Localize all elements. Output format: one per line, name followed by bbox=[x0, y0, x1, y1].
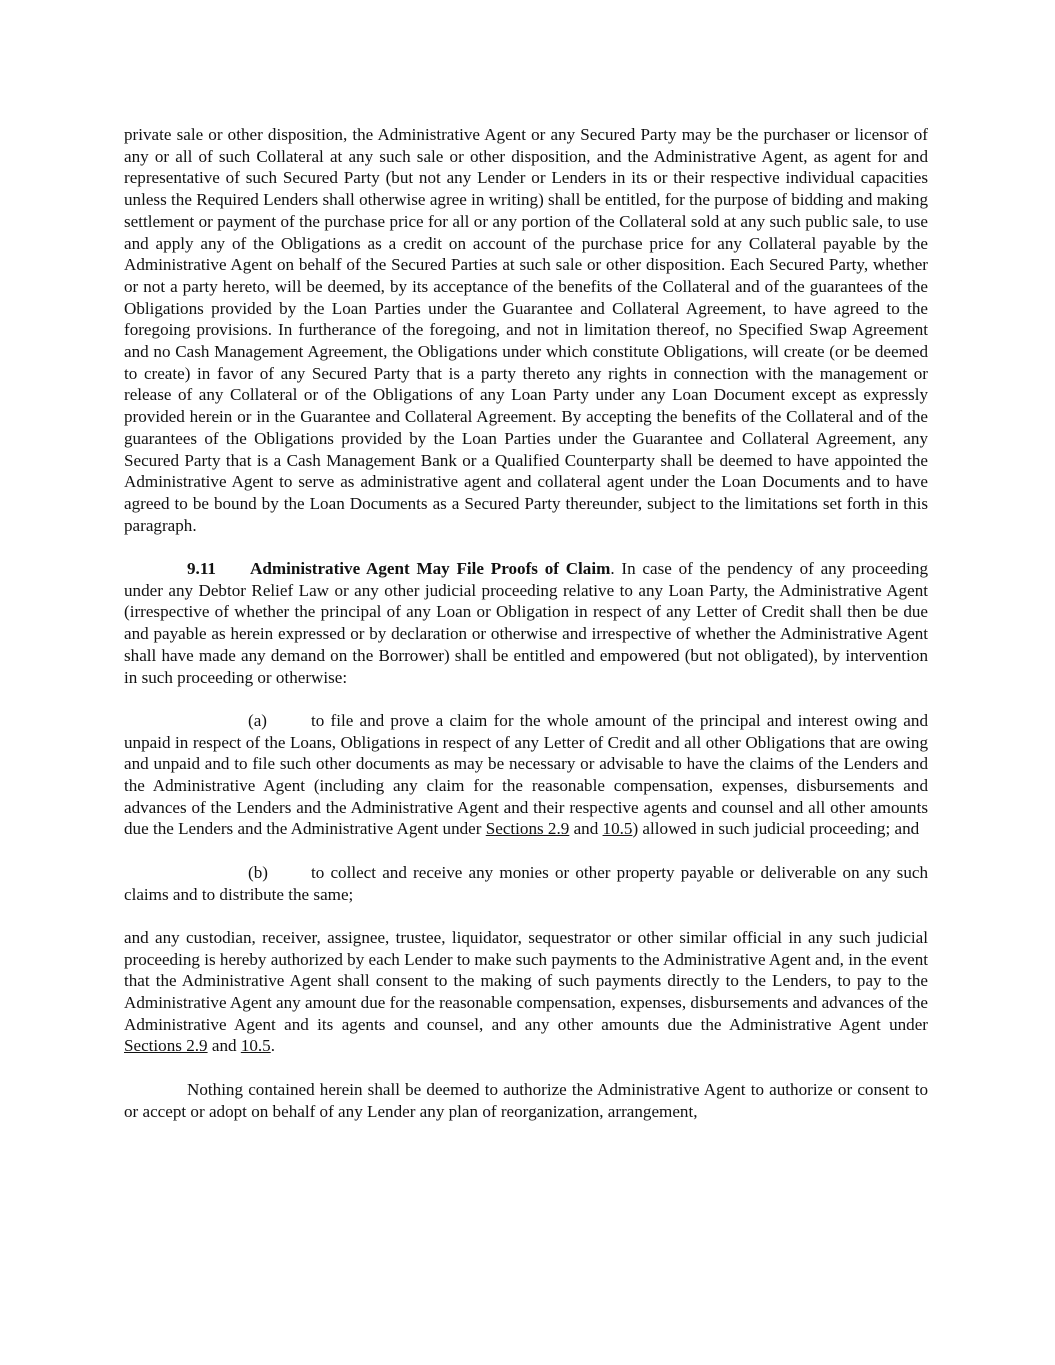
custodian-paragraph bbox=[124, 927, 928, 1057]
document-page bbox=[124, 124, 928, 1122]
clause-a-and: and bbox=[569, 819, 603, 839]
custodian-text: and any custodian, receiver, assignee, trustee, liquidator, sequestrator or other similar official in any such judicial proceeding is hereby authorized by each Lender to make such payments to the Administrative Agent and, in the event that the Administrative Agent shall consent to the making of such payments directly to the Lenders, to pay to the Administrative Agent any amount due for the reasonable compensation, expenses, disbursements and advances of the Administrative Agent and its agents and counsel, and any other amounts due the Administrative Agent under bbox=[124, 927, 928, 1034]
section-number: 9.11 bbox=[187, 559, 216, 579]
clause-a-paragraph bbox=[124, 710, 928, 840]
clause-a-ref-10-5: 10.5 bbox=[602, 819, 633, 839]
clause-a-ref-sections-2-9: Sections 2.9 bbox=[485, 819, 570, 839]
paragraph-collateral-sale: private sale or other disposition, the Administrative Agent or any Secured Party may be the purchaser or licensor of any or all of such Collateral at any such sale or other disposition, and the Administrative Agent, as agent for and representative of such Secured Party (but not any Lender or Lenders in its or their respective individual capacities unless the Required Lenders shall otherwise agree in writing) shall be entitled, for the purpose of bidding and making settlement or payment of the purchase price for all or any portion of the Collateral sold at any such public sale, to use and apply any of the Obligations as a credit on account of the purchase price for any Collateral payable by the Administrative Agent on behalf of the Secured Parties at such sale or other disposition. Each Secured Party, whether or not a party hereto, will be deemed, by its acceptance of the benefits of the Collateral and of the guarantees of the Obligations provided by the Loan Parties under the Guarantee and Collateral Agreement, to have agreed to the foregoing provisions. In furtherance of the foregoing, and not in limitation thereof, no Specified Swap Agreement and no Cash Management Agreement, the Obligations under which constitute Obligations, will create (or be deemed to create) in favor of any Secured Party that is a party thereto any rights in connection with the management or release of any Collateral or of the Obligations of any Loan Party under any Loan Document except as expressly provided herein or in the Guarantee and Collateral Agreement. By accepting the benefits of the Collateral and of the guarantees of the Obligations provided by the Loan Parties under the Guarantee and Collateral Agreement, any Secured Party that is a Cash Management Bank or a Qualified Counterparty shall be deemed to have appointed the Administrative Agent to serve as administrative agent and collateral agent under the Loan Documents and to have agreed to be bound by the Loan Documents as a Secured Party thereunder, subject to the limitations set forth in this paragraph. bbox=[124, 125, 928, 535]
section-title: Administrative Agent May File Proofs of Claim bbox=[250, 559, 611, 579]
custodian-ref-sections-2-9: Sections 2.9 bbox=[124, 1036, 208, 1056]
clause-a-text-end: ) allowed in such judicial proceeding; and bbox=[632, 819, 920, 839]
section-body-text: In case of the pendency of any proceeding under any Debtor Relief Law or any other judicial proceeding relative to any Loan Party, the Administrative Agent (irrespective of whether the principal of any Loan or Obligation in respect of any Letter of Credit shall then be due and payable as herein expressed or by declaration or otherwise and irrespective of whether the Administrative Agent shall have made any demand on the Borrower) shall be entitled and empowered (but not obligated), by intervention in such proceeding or otherwise: bbox=[124, 559, 928, 687]
clause-b-label: (b) bbox=[248, 862, 268, 882]
custodian-and: and bbox=[207, 1036, 241, 1056]
section-title-period: . bbox=[610, 559, 615, 579]
section-9-11-paragraph bbox=[124, 558, 928, 688]
clause-b-text: to collect and receive any monies or other property payable or deliverable on any such claims and to distribute the same; bbox=[124, 862, 928, 904]
clause-b-paragraph bbox=[124, 862, 928, 905]
custodian-text-end: . bbox=[270, 1036, 276, 1056]
clause-a-label: (a) bbox=[248, 710, 267, 730]
nothing-contained-paragraph: Nothing contained herein shall be deemed to authorize the Administrative Agent to authorize or consent to or accept or adopt on behalf of any Lender any plan of reorganization, arrangement, bbox=[124, 1079, 928, 1121]
clause-a-text: to file and prove a claim for the whole amount of the principal and interest owing and unpaid in respect of the Loans, Obligations in respect of any Letter of Credit and all other Obligations that are owing and unpaid and to file such other documents as may be necessary or advisable to have the claims of the Lenders and the Administrative Agent (including any claim for the reasonable compensation, expenses, disbursements and advances of the Lenders and the Administrative Agent and their respective agents and counsel and all other amounts due the Lenders and the Administrative Agent under bbox=[124, 710, 928, 839]
custodian-ref-10-5: 10.5 bbox=[240, 1036, 271, 1056]
